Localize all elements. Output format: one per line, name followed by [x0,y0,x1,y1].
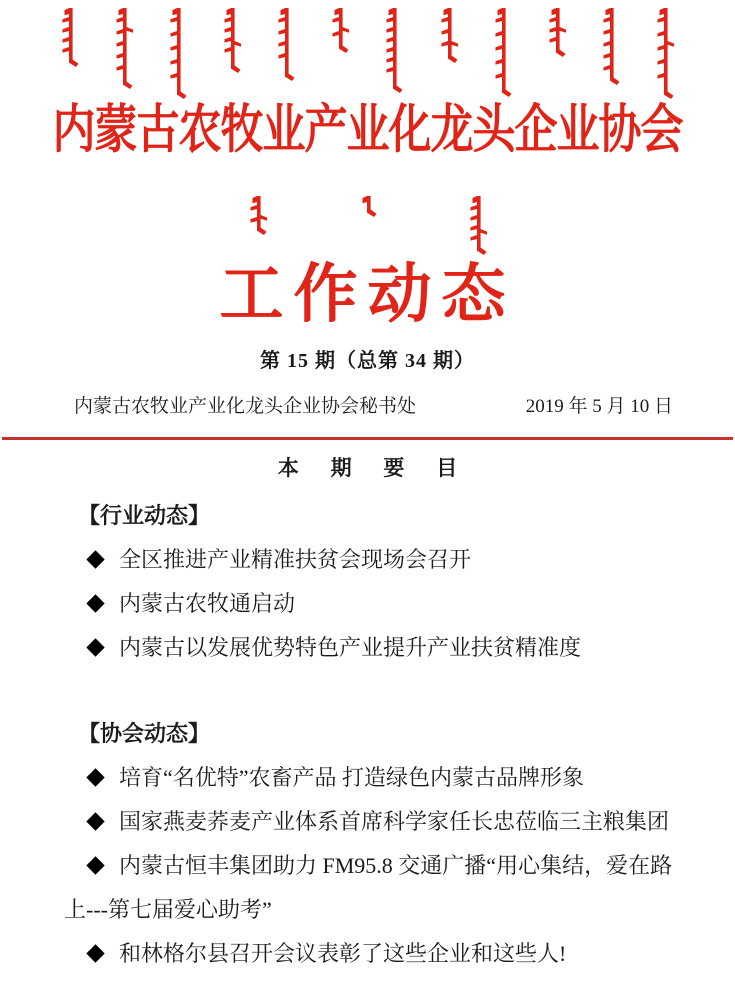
diamond-bullet-icon [86,550,104,568]
toc-item-label: 内蒙古以发展优势特色产业提升产业扶贫精准度 [119,635,582,660]
mongolian-word-glyph [437,8,461,64]
mongolian-word-glyph [599,8,623,86]
mongolian-word-glyph [466,196,490,256]
diamond-bullet-icon [86,856,104,874]
mongolian-word-glyph [112,8,136,90]
mongolian-word-glyph [220,8,244,74]
toc-item [64,756,695,800]
toc-item [64,626,695,670]
table-of-contents [64,494,695,976]
diamond-bullet-icon [86,594,104,612]
organization-title: 内蒙古农牧业产业化龙头企业协会 [52,101,683,160]
mongolian-word-glyph [328,8,352,54]
section-title-association-news: 【协会动态】 [78,721,211,746]
toc-item [64,932,695,976]
mongolian-word-glyph [246,196,270,236]
section-title-industry-news: 【行业动态】 [78,503,211,528]
toc-item-label: 全区推进产业精准扶贫会现场会召开 [119,547,472,572]
toc-item [64,800,695,844]
mongolian-word-glyph [491,8,515,98]
diamond-bullet-icon [86,768,104,786]
toc-item-label: 和林格尔县召开会议表彰了这些企业和这些人! [119,941,567,966]
bulletin-title: 工作动态 [219,259,516,330]
mongolian-script-top [58,8,677,100]
toc-item [64,582,695,626]
mongolian-word-glyph [382,8,406,94]
mongolian-word-glyph [356,196,380,218]
mongolian-word-glyph [58,8,82,68]
publication-date: 2019 年 5 月 10 日 [525,396,673,417]
publisher-name: 内蒙古农牧业产业化龙头企业协会秘书处 [74,396,417,417]
issue-number-line: 第 15 期（总第 34 期） [260,350,475,372]
mongolian-word-glyph [653,8,677,100]
diamond-bullet-icon [86,638,104,656]
toc-item-label: 国家燕麦荞麦产业体系首席科学家任长忠莅临三主粮集团 [119,809,670,834]
toc-item-label: 培育“名优特”农畜产品 打造绿色内蒙古品牌形象 [119,765,585,790]
toc-item-label: 内蒙古农牧通启动 [119,591,296,616]
toc-item [64,844,695,932]
diamond-bullet-icon [86,812,104,830]
mongolian-word-glyph [545,8,569,58]
toc-heading: 本 期 要 目 [277,457,471,480]
diamond-bullet-icon [86,944,104,962]
red-divider-rule [2,437,733,440]
mongolian-word-glyph [166,8,190,100]
toc-item-label: 内蒙古恒丰集团助力 FM95.8 交通广播“用心集结，爱在路上---第七届爱心助考” [64,853,673,922]
publisher-row [74,395,673,419]
mongolian-script-subtitle [0,196,735,258]
mongolian-word-glyph [274,8,298,82]
toc-item [64,538,695,582]
